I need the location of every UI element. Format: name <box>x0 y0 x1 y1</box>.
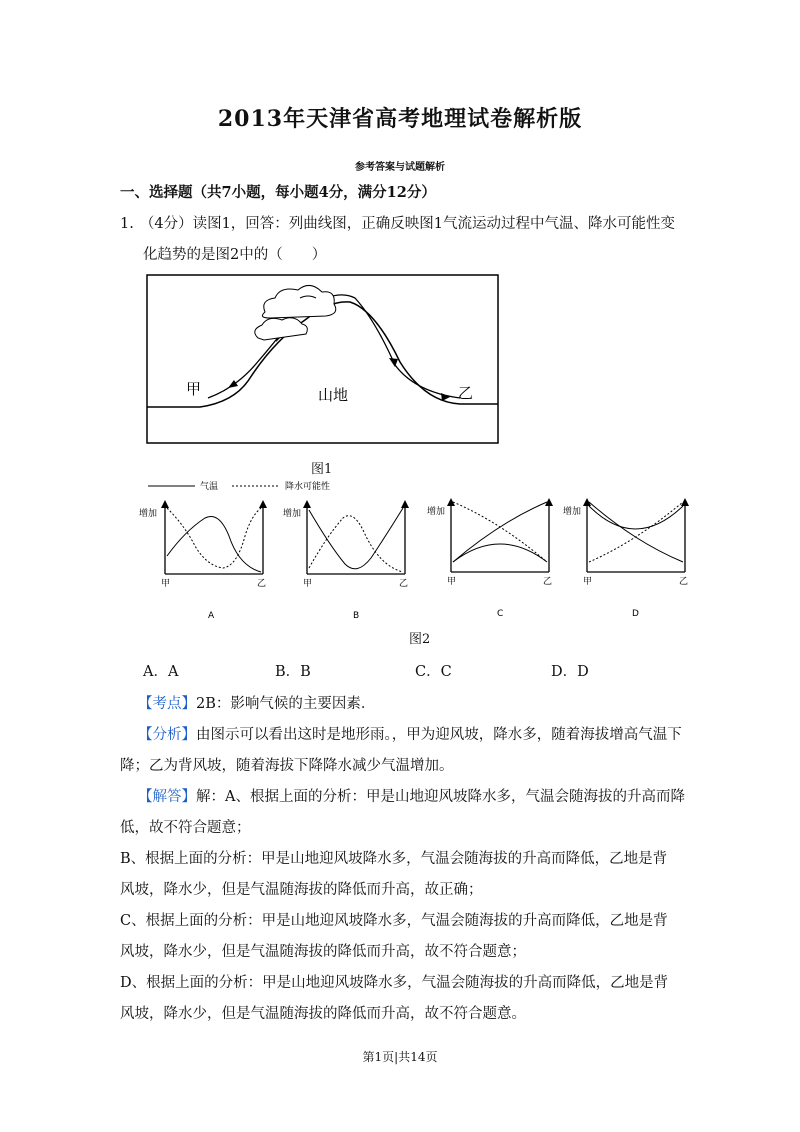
arrow-icon <box>228 380 238 388</box>
legend-temp-label: 气温 <box>200 482 219 492</box>
fig1-label-mountain: 山地 <box>318 386 349 404</box>
section-heading: 一、选择题（共7小题，每小题4分，满分12分） <box>120 184 436 201</box>
panel-label-d: D <box>632 609 639 619</box>
question-line-2: 化趋势的是图2中的（ ） <box>143 247 327 263</box>
option-b: B．B <box>275 664 311 680</box>
x-label-jia: 甲 <box>303 579 313 589</box>
kaodian-tag: 【考点】 <box>138 696 196 712</box>
cloud-icon <box>255 318 308 340</box>
question-text-1: （4分）读图1，回答：列曲线图，正确反映图1气流运动过程中气温、降水可能性变 <box>139 216 676 232</box>
arrow-icon <box>303 500 311 508</box>
jieda-text-1: 解：A、根据上面的分析：甲是山地迎风坡降水多，气温会随海拔的升高而降 <box>196 789 685 805</box>
panel-label-b: B <box>353 611 360 621</box>
y-label: 增加 <box>563 507 582 517</box>
jieda-c-line-2: 风坡，降水少，但是气温随海拔的降低而升高，故不符合题意； <box>120 944 526 960</box>
fenxi-line-2: 降；乙为背风坡，随着海拔下降降水减少气温增加。 <box>120 758 454 774</box>
panel-a <box>139 500 267 621</box>
x-label-yi: 乙 <box>399 579 409 589</box>
panel-b <box>283 500 409 621</box>
x-label-jia: 甲 <box>161 579 171 589</box>
kaodian-line <box>138 692 375 713</box>
x-label-jia: 甲 <box>447 577 457 587</box>
option-c: C．C <box>415 664 452 680</box>
option-a: A．A <box>143 664 179 680</box>
figure-1-diagram <box>140 270 510 450</box>
precip-curve <box>309 516 403 572</box>
panel-d <box>563 498 689 619</box>
page-footer: 第1页|共14页 <box>362 1050 438 1064</box>
figure-1-caption: 图1 <box>311 462 333 477</box>
jieda-d-line-2: 风坡，降水少，但是气温随海拔的降低而升高，故不符合题意。 <box>120 1006 526 1022</box>
arrow-icon <box>441 393 450 401</box>
fenxi-line-1 <box>138 723 682 744</box>
panel-label-a: A <box>208 611 215 621</box>
jieda-line-2: 低，故不符合题意； <box>120 820 251 836</box>
page-title: 2013年天津省高考地理试卷解析版 <box>217 106 583 132</box>
jieda-b-line-1: B、根据上面的分析：甲是山地迎风坡降水多，气温会随海拔的升高而降低，乙地是背 <box>120 851 668 867</box>
legend-precip-label: 降水可能性 <box>285 482 331 492</box>
temp-curve <box>309 508 403 569</box>
option-d: D．D <box>551 664 589 680</box>
figure-2-legend <box>140 478 390 494</box>
fenxi-text-1: 由图示可以看出这时是地形雨。，甲为迎风坡，降水多，随着海拔增高气温下 <box>196 727 682 743</box>
y-label: 增加 <box>283 509 302 519</box>
figure-2-panels <box>135 496 695 626</box>
kaodian-text: 2B：影响气候的主要因素． <box>196 696 376 712</box>
question-line-1 <box>120 212 675 233</box>
question-number: 1. <box>120 216 134 232</box>
arrow-icon <box>401 500 409 508</box>
temp-curve-arc <box>453 544 547 562</box>
cloud-icon <box>262 285 335 318</box>
x-label-jia: 甲 <box>583 577 593 587</box>
arrow-icon <box>161 500 169 508</box>
temp-curve-arc <box>589 506 683 529</box>
arrow-icon <box>389 358 398 367</box>
y-label: 增加 <box>427 507 446 517</box>
y-label: 增加 <box>139 509 158 519</box>
panel-label-c: C <box>497 609 504 619</box>
precip-curve <box>589 502 683 562</box>
x-label-yi: 乙 <box>257 579 267 589</box>
arrow-icon <box>259 500 267 508</box>
jieda-b-line-2: 风坡，降水少，但是气温随海拔的降低而升高，故正确； <box>120 882 483 898</box>
arrow-icon <box>681 498 689 506</box>
page-subtitle: 参考答案与试题解析 <box>355 162 445 173</box>
fig1-label-yi: 乙 <box>458 384 474 402</box>
fig1-label-jia: 甲 <box>186 380 202 398</box>
fenxi-tag: 【分析】 <box>138 727 196 743</box>
x-label-yi: 乙 <box>679 577 689 587</box>
panel-c <box>427 498 553 619</box>
jieda-c-line-1: C、根据上面的分析：甲是山地迎风坡降水多，气温会随海拔的升高而降低，乙地是背 <box>120 913 668 929</box>
arrow-icon <box>583 498 591 506</box>
jieda-line-1 <box>138 785 685 806</box>
x-label-yi: 乙 <box>543 577 553 587</box>
jieda-d-line-1: D、根据上面的分析：甲是山地迎风坡降水多，气温会随海拔的升高而降低，乙地是背 <box>120 975 669 991</box>
figure-2-caption: 图2 <box>409 632 431 647</box>
temp-curve <box>589 502 683 562</box>
jieda-tag: 【解答】 <box>138 789 196 805</box>
